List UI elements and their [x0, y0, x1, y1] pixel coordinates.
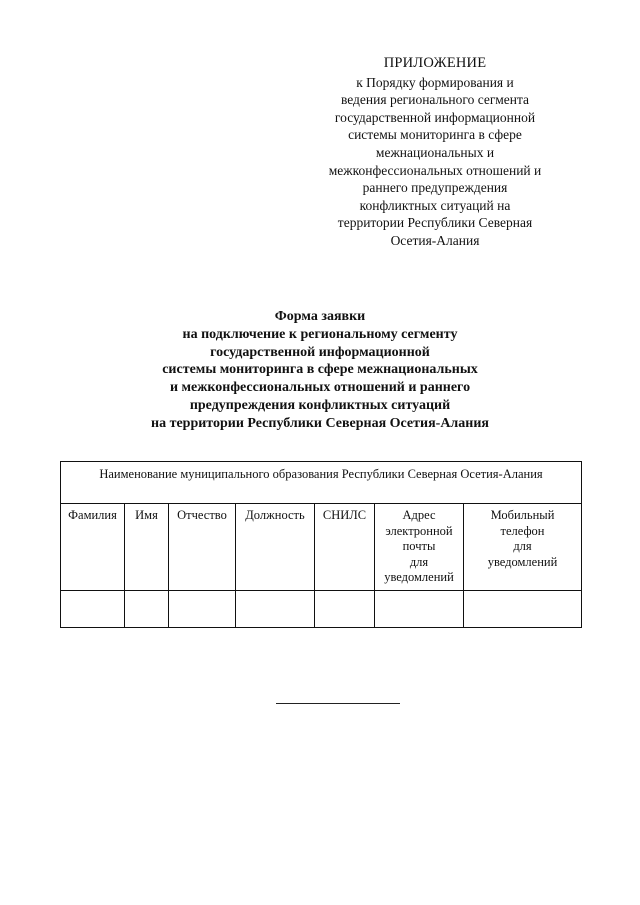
municipality-row [61, 462, 582, 504]
form-heading-line: Форма заявки [274, 309, 366, 324]
form-heading [60, 308, 580, 433]
column-header-text: Мобильный [490, 508, 555, 522]
form-heading-line: и межконфессиональных отношений и раннего [169, 380, 471, 396]
header-mobile-phone [464, 504, 582, 591]
column-header-text: почты [402, 539, 436, 553]
column-header-text: для [513, 539, 532, 553]
signature-line [276, 703, 400, 704]
header-first-name [125, 504, 169, 591]
table-row [61, 591, 582, 628]
table-cell [236, 591, 315, 628]
header-position [236, 504, 315, 591]
column-header-text: СНИЛС [322, 508, 367, 522]
header-snils [315, 504, 375, 591]
table-cell [375, 591, 464, 628]
municipality-cell: Наименование муниципального образования Республики Северная Осетия-Алания [61, 462, 582, 504]
column-header-text: телефон [500, 523, 545, 538]
form-heading-line: системы мониторинга в сфере межнациональных [162, 362, 478, 378]
form-heading-line: предупреждения конфликтных ситуаций [189, 397, 451, 413]
form-heading-line: государственной информационной [210, 344, 430, 360]
table-cell [125, 591, 169, 628]
appendix-line: ведения регионального сегмента [340, 92, 530, 108]
column-header-text: для [409, 554, 429, 569]
column-header-text: уведомлений [384, 570, 454, 584]
form-heading-line: на подключение к региональному сегменту [182, 326, 458, 342]
application-table [60, 461, 582, 628]
appendix-line: межконфессиональных отношений и [328, 162, 542, 178]
appendix-line: межнациональных и [375, 144, 495, 160]
header-email [375, 504, 464, 591]
column-header-text: электронной [385, 523, 453, 538]
appendix-line: конфликтных ситуаций на [359, 197, 511, 213]
column-header-text: Адрес [402, 508, 436, 522]
header-last-name [61, 504, 125, 591]
column-header-text: Должность [245, 508, 305, 522]
appendix-line: государственной информационной [334, 109, 536, 125]
appendix-block [300, 55, 570, 250]
column-header-text: Имя [135, 508, 158, 522]
appendix-line: к Порядку формирования и [356, 74, 514, 90]
column-header-text: уведомлений [487, 554, 558, 569]
table-cell [169, 591, 236, 628]
form-heading-line: на территории Республики Северная Осетия-Алания [151, 415, 489, 431]
appendix-line: системы мониторинга в сфере [348, 127, 522, 143]
column-header-text: Отчество [177, 508, 227, 522]
appendix-title: ПРИЛОЖЕНИЕ [383, 55, 487, 71]
appendix-line: Осетия-Алания [390, 232, 480, 248]
appendix-line: раннего предупреждения [362, 180, 508, 196]
table-cell [315, 591, 375, 628]
appendix-line: территории Республики Северная [337, 215, 533, 231]
table-cell [61, 591, 125, 628]
table-cell [464, 591, 582, 628]
header-patronymic [169, 504, 236, 591]
column-header-text: Фамилия [68, 508, 117, 522]
table-header-row [61, 504, 582, 591]
